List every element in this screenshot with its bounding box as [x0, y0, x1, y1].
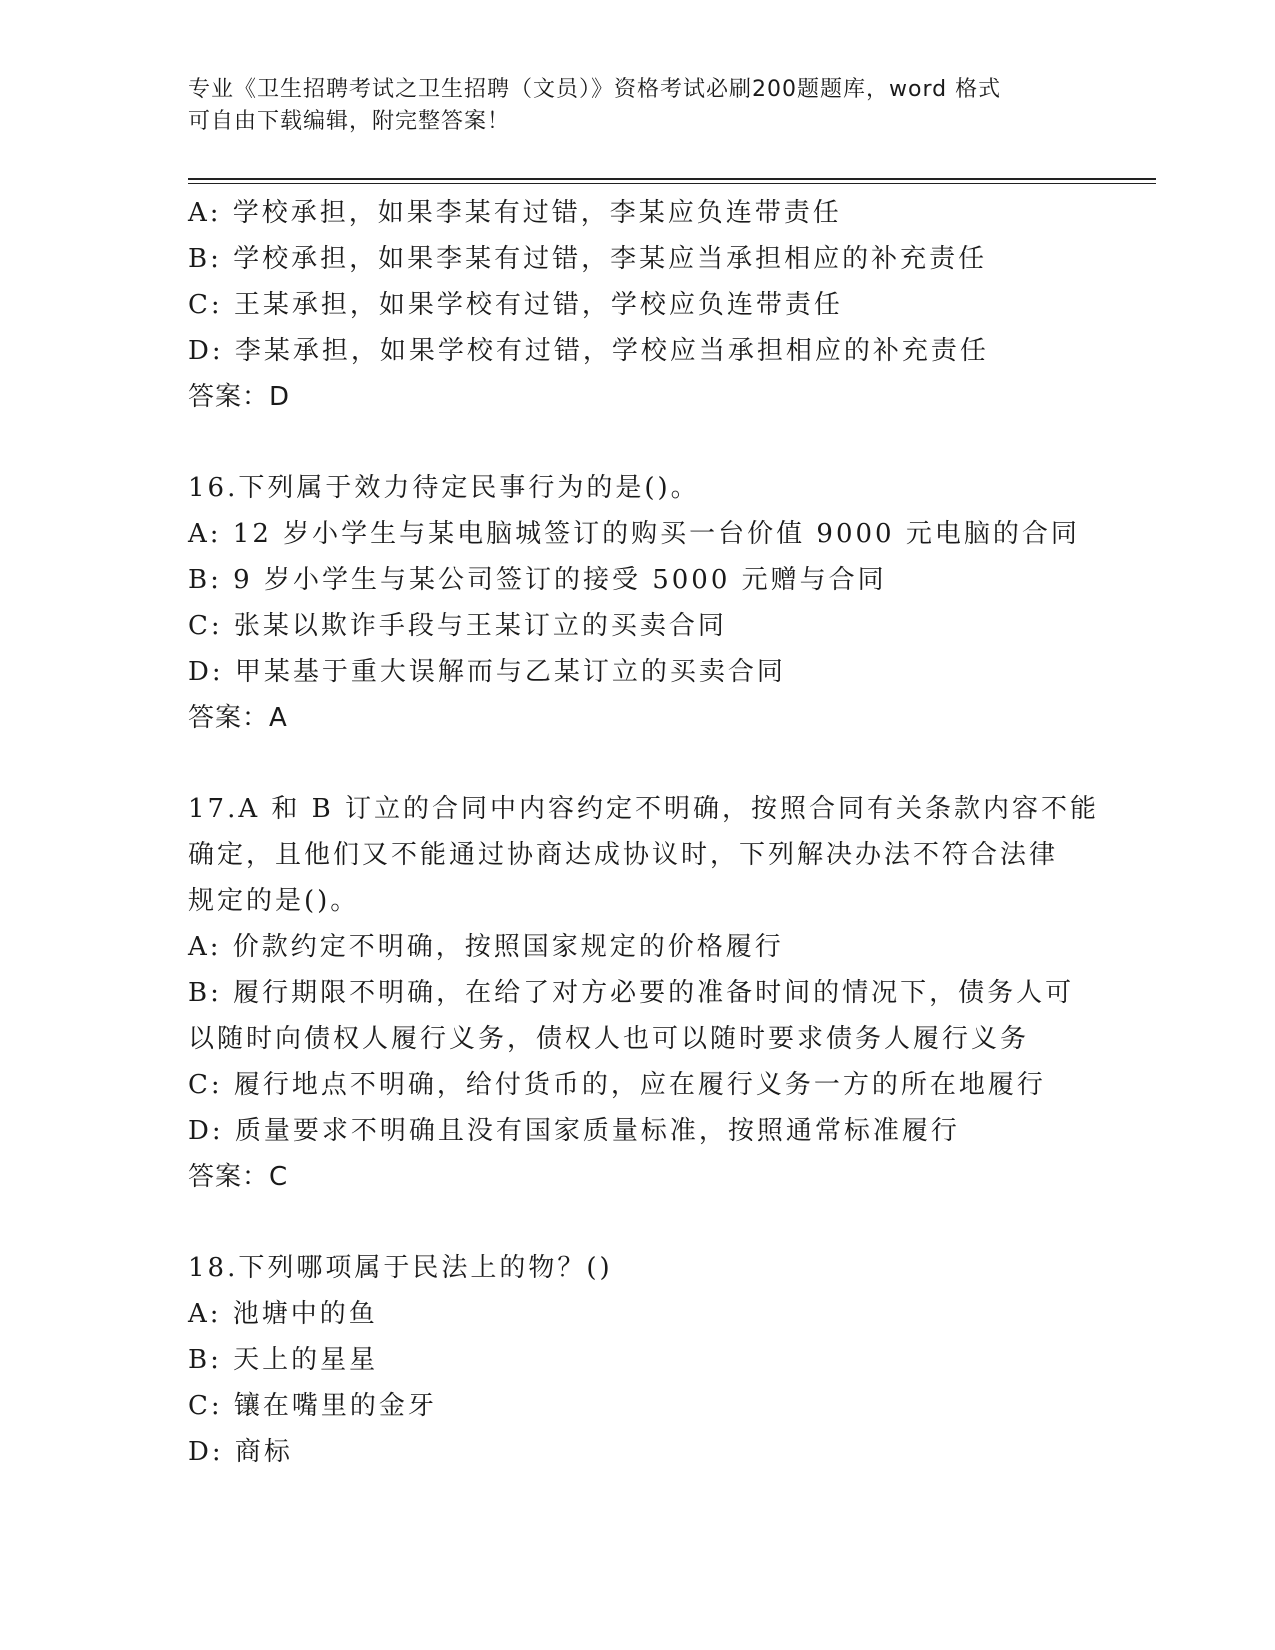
q17-stem-line-2: 确定，且他们又不能通过协商达成协议时，下列解决办法不符合法律 — [188, 840, 1059, 870]
q17-option-d: D: 质量要求不明确且没有国家质量标准，按照通常标准履行 — [188, 1116, 960, 1146]
question-18 — [188, 1245, 1088, 1475]
q16-option-b: B: 9 岁小学生与某公司签订的接受 5000 元赠与合同 — [188, 565, 887, 595]
q16-option-a: A: 12 岁小学生与某电脑城签订的购买一台价值 9000 元电脑的合同 — [188, 519, 1080, 549]
q16-stem: 16.下列属于效力待定民事行为的是()。 — [188, 473, 700, 503]
q16-answer: 答案：A — [188, 703, 288, 733]
q16-option-c: C: 张某以欺诈手段与王某订立的买卖合同 — [188, 611, 727, 641]
q17-option-b-line-2: 以随时向债权人履行义务，债权人也可以随时要求债务人履行义务 — [188, 1024, 1030, 1054]
q17-option-a: A: 价款约定不明确，按照国家规定的价格履行 — [188, 932, 784, 962]
q18-option-c: C: 镶在嘴里的金牙 — [188, 1391, 437, 1421]
header-title-line-2: 可自由下载编辑，附完整答案！ — [188, 109, 511, 134]
q18-option-d: D: 商标 — [188, 1437, 293, 1467]
q17-answer: 答案：C — [188, 1162, 289, 1192]
question-content — [188, 190, 1100, 1475]
header-title-line-1: 专业《卫生招聘考试之卫生招聘（文员）》资格考试必刷200题题库，word 格式 — [188, 77, 1002, 102]
q15-option-a: A: 学校承担，如果李某有过错，李某应负连带责任 — [188, 198, 842, 228]
document-header — [188, 74, 1088, 138]
question-15 — [188, 190, 1088, 420]
q15-answer: 答案：D — [188, 382, 291, 412]
q18-stem: 18.下列哪项属于民法上的物？() — [188, 1253, 613, 1283]
q15-option-d: D: 李某承担，如果学校有过错，学校应当承担相应的补充责任 — [188, 336, 989, 366]
q17-stem-line-1: 17.A 和 B 订立的合同中内容约定不明确，按照合同有关条款内容不能 — [188, 794, 1100, 824]
spacer — [188, 741, 1088, 786]
spacer — [188, 1200, 1088, 1245]
q17-option-b-line-1: B: 履行期限不明确，在给了对方必要的准备时间的情况下，债务人可 — [188, 978, 1075, 1008]
question-16 — [188, 465, 1088, 741]
q15-option-c: C: 王某承担，如果学校有过错，学校应负连带责任 — [188, 290, 843, 320]
q18-option-a: A: 池塘中的鱼 — [188, 1299, 378, 1329]
q18-option-b: B: 天上的星星 — [188, 1345, 379, 1375]
question-17 — [188, 786, 1100, 1200]
header-divider — [188, 178, 1156, 184]
spacer — [188, 420, 1088, 465]
q17-option-c: C: 履行地点不明确，给付货币的，应在履行义务一方的所在地履行 — [188, 1070, 1046, 1100]
q16-option-d: D: 甲某基于重大误解而与乙某订立的买卖合同 — [188, 657, 786, 687]
q15-option-b: B: 学校承担，如果李某有过错，李某应当承担相应的补充责任 — [188, 244, 988, 274]
q17-stem-line-3: 规定的是()。 — [188, 886, 360, 916]
